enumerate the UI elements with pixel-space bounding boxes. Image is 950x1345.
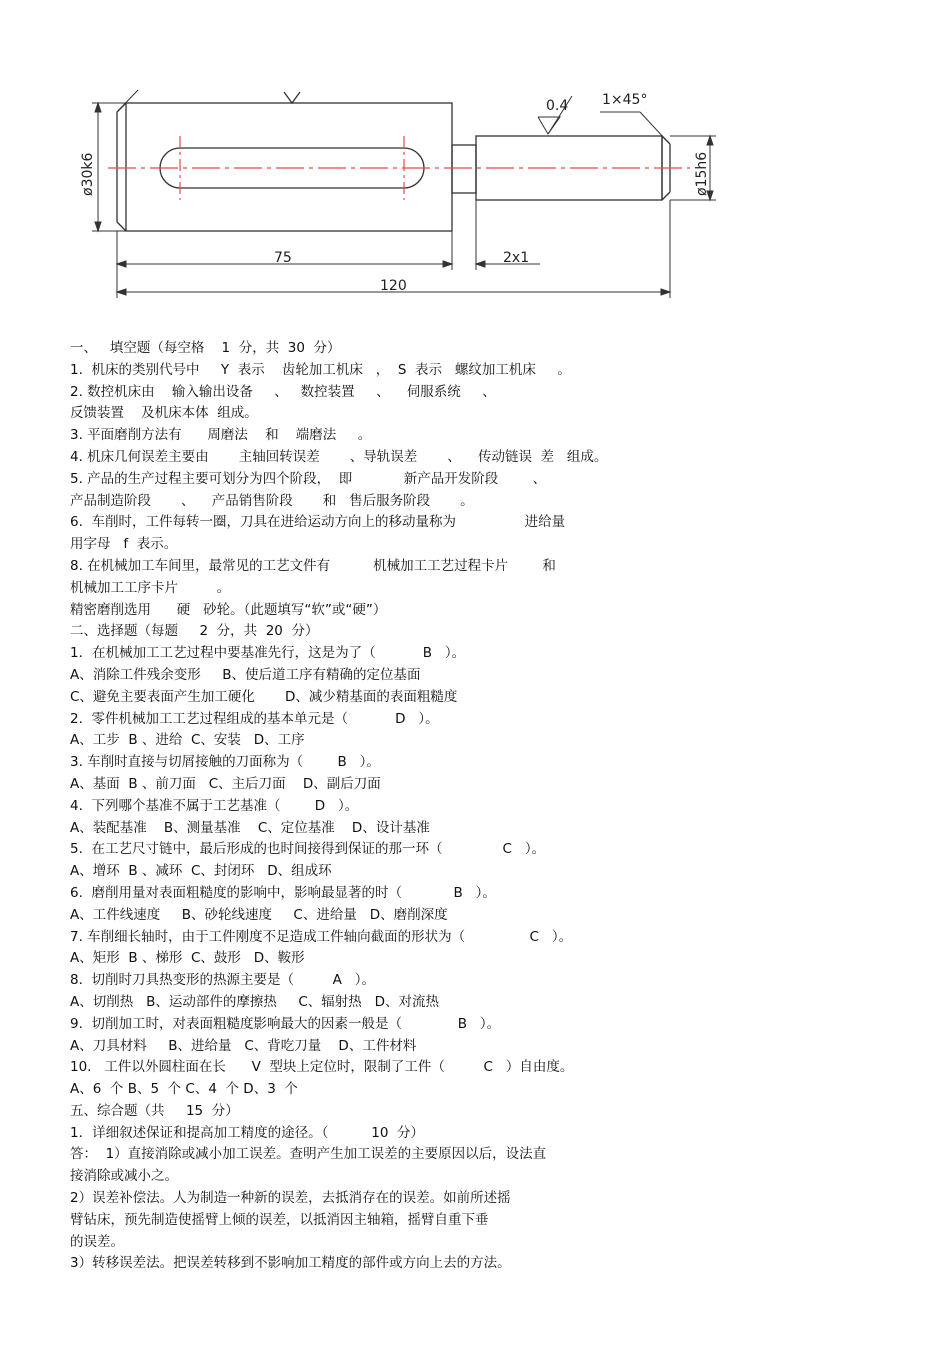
text-line: 3. 平面磨削方法有 周磨法 和 端磨法 。 (70, 427, 372, 444)
shaft-large-body (126, 103, 452, 231)
dim-groove: 2x1 (503, 250, 530, 266)
text-line: 机械加工工序卡片 。 (70, 579, 231, 596)
text-line: 6. 磨削用量对表面粗糙度的影响中，影响最显著的时（ B ）。 (70, 884, 496, 901)
text-line: 4. 下列哪个基准不属于工艺基准（ D ）。 (70, 797, 359, 814)
text-line: 3）转移误差法。把误差转移到不影响加工精度的部件或方向上去的方法。 (70, 1255, 511, 1272)
dim-length-120: 120 (380, 278, 407, 294)
text-line: A、增环 B 、减环 C、封闭环 D、组成环 (70, 863, 332, 880)
text-line: 二、选择题（每题 2 分，共 20 分） (70, 623, 319, 640)
text-line: 五、综合题（共 15 分） (70, 1102, 239, 1119)
text-line: 1．详细叙述保证和提高加工精度的途径。（ 10 分） (70, 1124, 425, 1141)
exam-answer-text (70, 338, 630, 1275)
dim-diameter-right: ø15h6 (694, 151, 710, 196)
text-line: 7. 车削细长轴时，由于工件刚度不足造成工件轴向截面的形状为（ C ）。 (70, 928, 573, 945)
text-line: 2. 数控机床由 输入输出设备 、 数控装置 、 伺服系统 、 (70, 383, 496, 400)
text-line: 2. 零件机械加工工艺过程组成的基本单元是（ D ）。 (70, 710, 439, 727)
text-line: 3. 车削时直接与切屑接触的刀面称为（ B ）。 (70, 754, 380, 771)
text-line: C、避免主要表面产生加工硬化 D、减少精基面的表面粗糙度 (70, 688, 458, 705)
text-line: 8. 切削时刀具热变形的热源主要是（ A ）。 (70, 972, 375, 989)
text-line: A、切削热 B、运动部件的摩擦热 C、辐射热 D、对流热 (70, 993, 440, 1010)
text-line: 一、 填空题（每空格 1 分，共 30 分） (70, 340, 341, 356)
dim-diameter-left: ø30k6 (80, 152, 96, 196)
chamfer-note: 1×45° (602, 92, 648, 108)
text-line: 1．在机械加工工艺过程中要基准先行，这是为了（ B ）。 (70, 645, 466, 662)
text-line: 接消除或减小之。 (70, 1168, 178, 1185)
text-line: 4. 机床几何误差主要由 主轴回转误差 、导轨误差 、 传动链误 差 组成。 (70, 448, 608, 465)
text-line: A、矩形 B 、梯形 C、鼓形 D、鞍形 (70, 950, 305, 967)
text-line: 9. 切削加工时，对表面粗糙度影响最大的因素一般是（ B ）。 (70, 1015, 501, 1032)
shaft-groove-neck (452, 145, 476, 193)
text-line: 2）误差补偿法。人为制造一种新的误差，去抵消存在的误差。如前所述摇 (70, 1190, 511, 1207)
text-line: 10. 工件以外圆柱面在长 V 型块上定位时，限制了工件（ C ）自由度。 (70, 1059, 574, 1076)
text-line: 1. 机床的类别代号中 Y 表示 齿轮加工机床 ， S 表示 螺纹加工机床 。 (70, 361, 571, 378)
text-line: 6. 车削时，工件每转一圈，刀具在进给运动方向上的移动量称为 进给量 (70, 514, 566, 531)
text-line: 的误差。 (70, 1233, 124, 1250)
text-line: A、基面 B 、前刀面 C、主后刀面 D、副后刀面 (70, 775, 381, 792)
text-line: A、工步 B 、进给 C、安装 D、工序 (70, 732, 305, 749)
text-line: 8. 在机械加工车间里，最常见的工艺文件有 机械加工工艺过程卡片 和 (70, 557, 556, 574)
text-line: 答： 1）直接消除或减小加工误差。查明产生加工误差的主要原因以后，设法直 (70, 1146, 547, 1163)
text-line: 5. 产品的生产过程主要可划分为四个阶段， 即 新产品开发阶段 、 (70, 470, 547, 487)
dim-length-75: 75 (274, 250, 292, 266)
text-line: 用字母 f 表示。 (70, 536, 178, 553)
text-line: 反馈装置 及机床本体 组成。 (70, 405, 258, 422)
text-line: 产品制造阶段 、 产品销售阶段 和 售后服务阶段 。 (70, 492, 474, 509)
shaft-technical-drawing (0, 0, 950, 330)
text-line: A、工件线速度 B、砂轮线速度 C、进给量 D、磨削深度 (70, 906, 448, 923)
text-line: A、消除工件残余变形 B、使后道工序有精确的定位基面 (70, 666, 421, 683)
text-line: 5. 在工艺尺寸链中，最后形成的也时间接得到保证的那一环（ C ）。 (70, 841, 546, 858)
text-line: A、6 个 B、5 个 C、4 个 D、3 个 (70, 1081, 298, 1098)
text-line: 臂钻床，预先制造使摇臂上倾的误差，以抵消因主轴箱，摇臂自重下垂 (70, 1211, 489, 1228)
roughness-value: 0.4 (546, 98, 569, 114)
text-line: A、装配基准 B、测量基准 C、定位基准 D、设计基准 (70, 819, 430, 836)
text-line: A、刀具材料 B、进给量 C、背吃刀量 D、工件材料 (70, 1037, 417, 1054)
text-line: 精密磨削选用 硬 砂轮。（此题填写“软”或“硬”） (70, 601, 387, 618)
